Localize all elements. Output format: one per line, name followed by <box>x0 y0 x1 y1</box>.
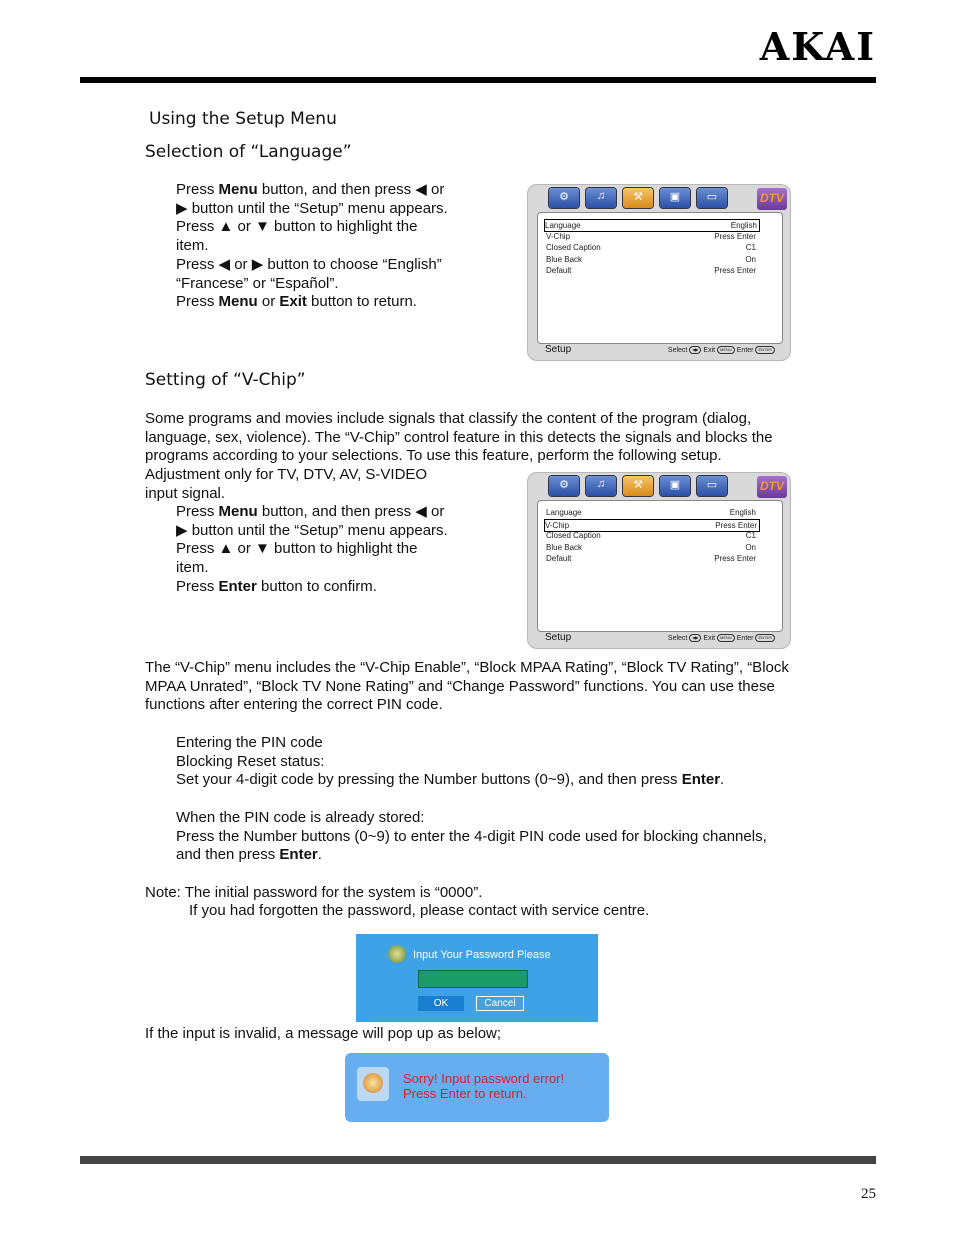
dtv-label: DTV <box>760 191 784 205</box>
menu-row[interactable] <box>546 542 758 553</box>
key-icon <box>388 945 406 963</box>
setup-menu-language <box>527 184 791 361</box>
setup-tab-icon[interactable]: ⚒ <box>623 476 653 496</box>
text-run: Entering the PIN code <box>176 734 323 751</box>
menu-row[interactable] <box>546 507 758 518</box>
text-run: Press <box>176 577 219 595</box>
text-line: The “V-Chip” menu includes the “V-Chip Enable”, “Block MPAA Rating”, “Block TV Rating”, “Block <box>145 659 789 676</box>
menu-row[interactable] <box>546 530 758 541</box>
sound-tab-icon[interactable]: ♫ <box>586 188 616 208</box>
text-line <box>176 181 448 200</box>
text-line: programs according to your selections. To use this feature, perform the following setup. <box>145 447 722 465</box>
text-run: Press <box>176 503 219 520</box>
dtv-label: DTV <box>760 479 784 493</box>
vchip-menu-paragraph <box>145 659 789 715</box>
note-line-2: If you had forgotten the password, please contact with service centre. <box>189 902 650 919</box>
bold-term: Enter <box>218 577 257 595</box>
text-line <box>176 828 767 847</box>
error-line-2: Press Enter to return. <box>403 1086 527 1101</box>
menu-row[interactable] <box>546 265 758 276</box>
menu-row-value: Press Enter <box>715 520 757 530</box>
text-line <box>176 200 448 219</box>
setup-menu-vchip <box>527 472 791 649</box>
key-error-icon <box>363 1073 383 1093</box>
text-run: button to confirm. <box>256 577 377 595</box>
dtv-tab-icon[interactable] <box>757 476 787 498</box>
option-tab-icon[interactable]: ▭ <box>697 188 727 208</box>
sound-tab-icon[interactable]: ♫ <box>586 476 616 496</box>
text-run: button, and then press ◀ or <box>257 181 445 198</box>
setup-tab-icon[interactable]: ⚒ <box>623 188 653 208</box>
option-tab-icon[interactable]: ▭ <box>697 476 727 496</box>
menu-list <box>537 500 783 632</box>
menu-row-value: Press Enter <box>714 554 756 564</box>
ok-button[interactable]: OK <box>418 996 464 1011</box>
menu-row-value: English <box>729 508 756 517</box>
text-line <box>176 578 448 597</box>
text-line <box>176 540 448 559</box>
text-run: Press ▲ or ▼ button to highlight the <box>176 540 418 558</box>
menu-row-value: Press Enter <box>714 266 756 276</box>
error-dialog <box>345 1053 609 1122</box>
menu-key-icon: MENU <box>717 634 735 642</box>
text-line: Some programs and movies include signals that classify the content of the program (dialog, <box>145 410 752 427</box>
text-line <box>176 734 724 753</box>
text-line <box>176 218 448 237</box>
menu-row-value: English <box>730 221 757 230</box>
menu-row[interactable] <box>546 231 758 242</box>
text-line <box>176 771 724 790</box>
header-rule <box>80 77 876 83</box>
menu-footer <box>537 344 781 358</box>
password-dialog <box>356 934 598 1022</box>
bold-term: Menu <box>218 293 258 311</box>
menu-footer-title: Setup <box>545 344 572 355</box>
menu-key-icon: MENU <box>717 346 735 354</box>
stored-lines <box>176 809 767 865</box>
text-run: Press <box>176 293 219 311</box>
time-tab-icon[interactable]: ▣ <box>660 188 690 208</box>
arrow-keys-icon: ◀▶ <box>689 346 701 354</box>
text-run: When the PIN code is already stored: <box>176 809 425 826</box>
text-run: button, and then press ◀ or <box>257 503 445 520</box>
invalid-line: If the input is invalid, a message will pop up as below; <box>145 1025 502 1042</box>
text-run: button to return. <box>306 293 417 311</box>
text-run: ▶ button until the “Setup” menu appears. <box>176 521 448 539</box>
picture-tab-icon[interactable]: ⚙ <box>549 188 579 208</box>
text-run: or <box>257 293 280 311</box>
text-run: “Francese” or “Español”. <box>176 274 339 292</box>
menu-row[interactable] <box>546 553 758 564</box>
text-run: Press <box>176 181 219 198</box>
bold-term: Enter <box>681 771 721 789</box>
menu-row-label: Default <box>546 554 572 564</box>
menu-footer-hints: Select ◀▶ Exit MENU Enter ENTER <box>668 346 775 354</box>
menu-row-value: Press Enter <box>714 231 756 241</box>
text-run: Set your 4-digit code by pressing the Number buttons (0~9), and then press <box>176 771 682 789</box>
menu-row-label: Language <box>546 508 582 517</box>
text-line <box>176 293 448 312</box>
time-tab-icon[interactable]: ▣ <box>660 476 690 496</box>
cancel-button[interactable]: Cancel <box>476 996 524 1011</box>
note-line-1: Note: The initial password for the system is “0000”. <box>145 884 483 901</box>
text-line <box>176 503 448 522</box>
menu-row-label: V-Chip <box>546 231 571 241</box>
text-run: . <box>720 771 725 789</box>
text-run: Blocking Reset status: <box>176 752 325 770</box>
text-line <box>176 559 448 578</box>
menu-tabs <box>549 188 783 210</box>
brand-logo: AKAI <box>759 24 876 69</box>
text-run: Press ▲ or ▼ button to highlight the <box>176 218 418 236</box>
picture-tab-icon[interactable]: ⚙ <box>549 476 579 496</box>
text-line: Adjustment only for TV, DTV, AV, S-VIDEO <box>145 466 428 484</box>
menu-footer-title: Setup <box>545 632 572 643</box>
text-run: ▶ button until the “Setup” menu appears. <box>176 199 448 217</box>
text-line <box>176 809 767 828</box>
language-heading: Selection of “Language” <box>145 142 352 162</box>
text-line: functions after entering the correct PIN code. <box>145 696 443 714</box>
bold-term: Enter <box>279 846 318 864</box>
password-input[interactable] <box>418 970 528 988</box>
bold-term: Exit <box>279 293 307 311</box>
dtv-tab-icon[interactable] <box>757 188 787 210</box>
arrow-keys-icon: ◀▶ <box>689 634 701 642</box>
enter-key-icon: ENTER <box>755 346 775 354</box>
page-number: 25 <box>861 1186 876 1202</box>
menu-row-label: Blue Back <box>546 254 583 264</box>
text-run: Press the Number buttons (0~9) to enter the 4-digit PIN code used for blocking channels, <box>176 827 767 845</box>
menu-footer-hints: Select ◀▶ Exit MENU Enter ENTER <box>668 634 775 642</box>
text-run: Press ◀ or ▶ button to choose “English” <box>176 255 442 273</box>
text-line <box>176 256 448 275</box>
text-run: item. <box>176 237 209 255</box>
menu-row-value: On <box>745 542 756 552</box>
vchip-steps <box>176 503 448 597</box>
menu-row[interactable] <box>546 254 758 265</box>
pin-lines <box>176 734 724 790</box>
text-line <box>176 846 767 865</box>
menu-row-value: C1 <box>745 531 756 541</box>
text-line <box>176 275 448 294</box>
menu-row-label: V-Chip <box>545 520 570 530</box>
error-icon-frame <box>357 1067 389 1101</box>
bold-term: Menu <box>218 503 258 520</box>
text-run: . <box>317 846 322 864</box>
bold-term: Menu <box>218 181 258 198</box>
section-title: Using the Setup Menu <box>149 109 337 129</box>
menu-row-label: Closed Caption <box>546 243 601 253</box>
language-steps <box>176 181 448 312</box>
text-line <box>176 237 448 256</box>
vchip-heading: Setting of “V-Chip” <box>145 370 306 390</box>
text-run: and then press <box>176 846 280 864</box>
enter-key-icon: ENTER <box>755 634 775 642</box>
text-line <box>176 753 724 772</box>
menu-list <box>537 212 783 344</box>
menu-footer <box>537 632 781 646</box>
menu-row[interactable] <box>546 242 758 253</box>
footer-rule <box>80 1156 876 1164</box>
error-line-1: Sorry! Input password error! <box>403 1071 565 1086</box>
menu-row-label: Language <box>545 221 581 230</box>
text-run: item. <box>176 559 209 577</box>
text-line <box>176 522 448 541</box>
menu-row-label: Closed Caption <box>546 531 601 541</box>
text-line: language, sex, violence). The “V-Chip” control feature in this detects the signals and blocks the <box>145 428 773 446</box>
password-dialog-title: Input Your Password Please <box>413 949 551 961</box>
text-line: MPAA Unrated”, “Block TV None Rating” and “Change Password” functions. You can use these <box>145 677 775 695</box>
menu-tabs <box>549 476 783 498</box>
menu-row-label: Default <box>546 266 572 276</box>
text-line: input signal. <box>145 484 226 502</box>
menu-row-value: On <box>745 254 756 264</box>
menu-row-value: C1 <box>745 243 756 253</box>
menu-row-label: Blue Back <box>546 542 583 552</box>
